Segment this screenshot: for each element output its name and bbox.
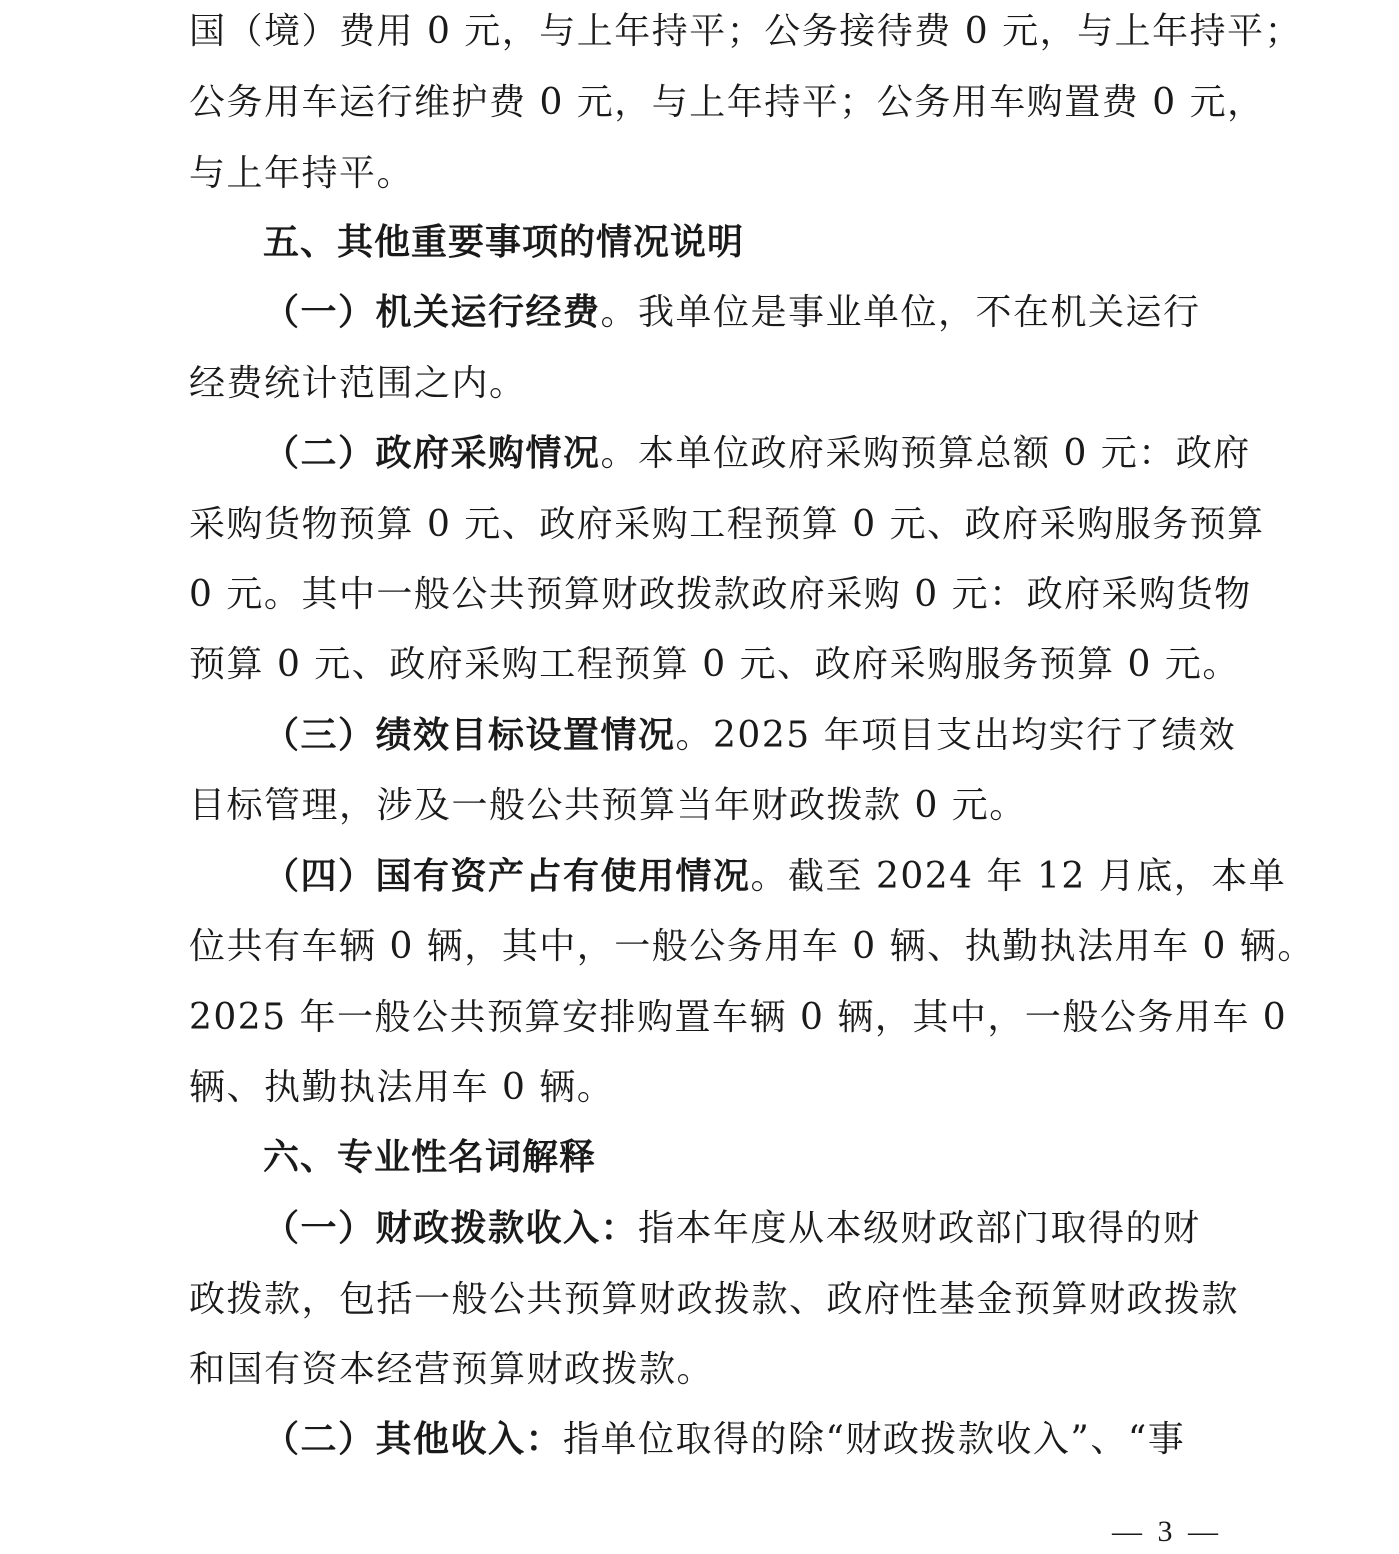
paragraph-text: 。截至 2024 年 12 月底，本单 [750,856,1287,897]
paragraph-line [263,1205,1323,1253]
text-line: 辆、执勤执法用车 0 辆。 [189,1067,615,1108]
paragraph-line [263,853,1323,901]
text-line: 目标管理，涉及一般公共预算当年财政拨款 0 元。 [189,785,1027,826]
page-number: — 3 — [1112,1515,1222,1548]
paragraph-lead: （二）政府采购情况 [263,433,601,474]
text-line: 和国有资本经营预算财政拨款。 [189,1349,715,1390]
paragraph-lead: （一）财政拨款收入： [263,1208,639,1249]
paragraph-text: 指单位取得的除“财政拨款收入”、“事 [563,1419,1186,1460]
section-heading: 五、其他重要事项的情况说明 [263,222,745,263]
text-line: 位共有车辆 0 辆，其中，一般公务用车 0 辆、执勤执法用车 0 辆。 [189,926,1315,967]
text-line: 预算 0 元、政府采购工程预算 0 元、政府采购服务预算 0 元。 [189,644,1240,685]
paragraph-text: 。我单位是事业单位，不在机关运行 [600,292,1201,333]
text-line: 国（境）费用 0 元，与上年持平；公务接待费 0 元，与上年持平； [189,11,1303,52]
section-heading: 六、专业性名词解释 [263,1137,597,1178]
text-line: 经费统计范围之内。 [189,363,527,404]
paragraph-lead: （三）绩效目标设置情况 [263,715,676,756]
paragraph-line [263,1416,1323,1464]
paragraph-lead: （四）国有资产占有使用情况 [263,856,751,897]
text-line: 与上年持平。 [189,153,415,194]
text-line: 政拨款，包括一般公共预算财政拨款、政府性基金预算财政拨款 [189,1279,1240,1320]
paragraph-line [263,289,1323,337]
paragraph-line [263,430,1323,478]
text-line: 0 元。其中一般公共预算财政拨款政府采购 0 元：政府采购货物 [189,574,1252,615]
text-line: 2025 年一般公共预算安排购置车辆 0 辆，其中，一般公务用车 0 [189,997,1288,1038]
text-line: 采购货物预算 0 元、政府采购工程预算 0 元、政府采购服务预算 [189,504,1265,545]
paragraph-lead: （一）机关运行经费 [263,292,601,333]
paragraph-text: 指本年度从本级财政部门取得的财 [638,1208,1201,1249]
paragraph-text: 。本单位政府采购预算总额 0 元：政府 [600,433,1251,474]
text-line: 公务用车运行维护费 0 元，与上年持平；公务用车购置费 0 元， [189,82,1265,123]
paragraph-line [263,712,1323,760]
paragraph-lead: （二）其他收入： [263,1419,564,1460]
paragraph-text: 。2025 年项目支出均实行了绩效 [675,715,1237,756]
